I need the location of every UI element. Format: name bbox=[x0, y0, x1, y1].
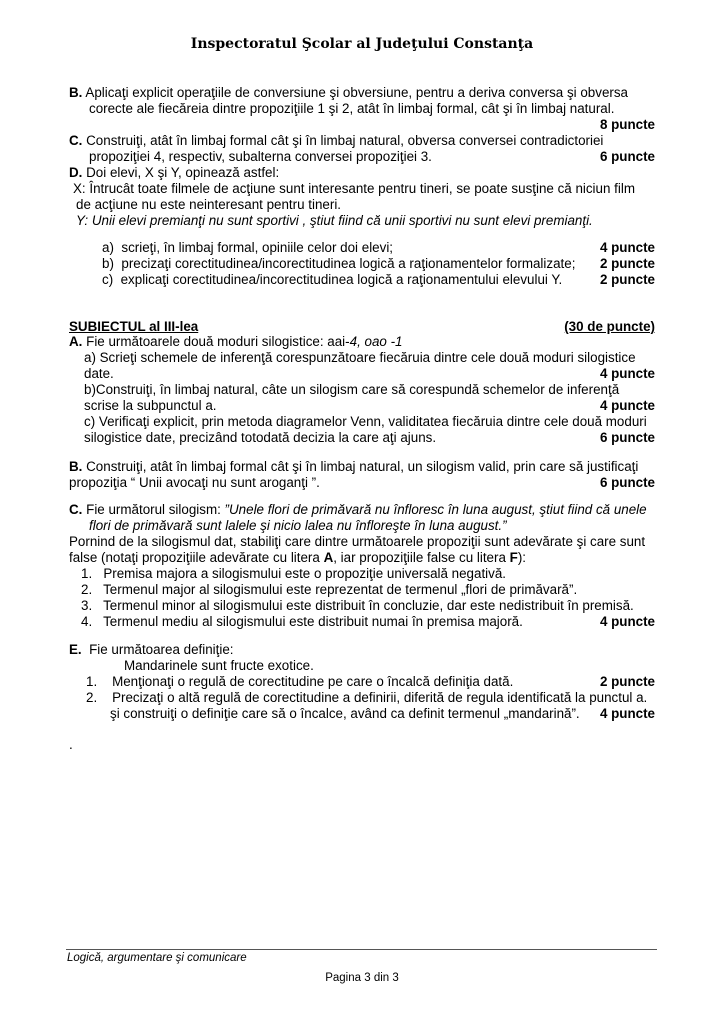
subject-3-points: (30 de puncte) bbox=[564, 319, 655, 334]
syllogistic-mode-1: 4, bbox=[349, 334, 361, 349]
section-b-label: B. bbox=[69, 85, 83, 100]
subject-3-title: SUBIECTUL al III-lea bbox=[69, 319, 199, 334]
section-c3-text-line1: Pornind de la silogismul dat, stabiliţi care dintre următoarele propoziţii sunt adevărate şi care sunt bbox=[69, 534, 646, 549]
section-b3-points: 6 puncte bbox=[599, 475, 655, 490]
list-item: 1. Premisa majora a silogismului este o propoziţie universală negativă. bbox=[81, 566, 507, 581]
section-e-item2-line2: şi construiţi o definiţie care să o încalce, având ca definit termenul „mandarină”. bbox=[110, 706, 580, 721]
section-c3-text-line2a: false (notaţi propoziţiile adevărate cu litera bbox=[69, 550, 324, 565]
section-d-line1: Doi elevi, X şi Y, opinează astfel: bbox=[86, 165, 280, 180]
definition-text: Mandarinele sunt fructe exotice. bbox=[124, 658, 314, 673]
section-e-item2-points: 4 puncte bbox=[599, 706, 655, 721]
task-text: precizaţi corectitudinea/incorectitudinea logică a raţionamentelor formalizate; bbox=[121, 256, 576, 271]
section-e-item1-num: 1. bbox=[86, 674, 98, 689]
task-text: scrieţi, în limbaj formal, opiniile celor doi elevi; bbox=[121, 240, 394, 255]
footer-divider bbox=[66, 949, 657, 950]
task-row bbox=[102, 240, 393, 256]
syllogistic-mode-2: oao -1 bbox=[360, 334, 403, 349]
section-e-item2-num: 2. bbox=[86, 690, 98, 705]
stray-dot: . bbox=[69, 737, 73, 752]
task-mark: a) bbox=[102, 240, 114, 255]
task-text: explicaţi corectitudinea/incorectitudinea logică a raţionamentului elevului Y. bbox=[120, 272, 563, 287]
section-a-item-b-line2: scrise la subpunctul a. bbox=[84, 398, 217, 413]
section-b-points: 8 puncte bbox=[599, 117, 655, 132]
list-item: 2. Termenul major al silogismului este reprezentat de termenul „flori de primăvară”. bbox=[81, 582, 578, 597]
section-e-label: E. bbox=[69, 642, 82, 657]
section-a-item-a-line1: a) Scrieţi schemele de inferenţă corespunzătoare fiecăruia dintre cele două moduri silogistice bbox=[84, 350, 636, 365]
student-x-line1: X: Întrucât toate filmele de acţiune sunt interesante pentru tineri, se poate susţine că niciun film bbox=[73, 181, 635, 196]
section-c-label: C. bbox=[69, 133, 83, 148]
page-number: Pagina 3 din 3 bbox=[325, 972, 399, 984]
section-b-line1: Aplicaţi explicit operaţiile de conversiune şi obversiune, pentru a deriva conversa şi obversa bbox=[85, 85, 628, 100]
section-e-intro: Fie următoarea definiţie: bbox=[89, 642, 234, 657]
task-points: 2 puncte bbox=[599, 256, 655, 271]
section-c3-intro: Fie următorul silogism: bbox=[86, 502, 225, 517]
section-c3-points: 4 puncte bbox=[599, 614, 655, 629]
section-e-item2-line1: Precizaţi o altă regulă de corectitudine a definirii, diferită de regula identificată la punctul a. bbox=[112, 690, 648, 705]
section-a-item-c-line2: silogistice date, precizând totodată decizia la care aţi ajuns. bbox=[84, 430, 437, 445]
section-c3-label: C. bbox=[69, 502, 83, 517]
task-mark: c) bbox=[102, 272, 114, 287]
section-a-label: A. bbox=[69, 334, 83, 349]
section-a-item-a-line2: date. bbox=[84, 366, 114, 381]
section-a-item-c-points: 6 puncte bbox=[599, 430, 655, 445]
task-row bbox=[102, 256, 575, 272]
section-e-item1-text: Menţionaţi o regulă de corectitudine pe care o încalcă definiţia dată. bbox=[112, 674, 514, 689]
student-y-line1: Y: Unii elevi premianţi nu sunt sportivi , ştiut fiind că unii sportivi nu sunt elevi premianţi. bbox=[76, 213, 593, 228]
section-a-item-c-line1: c) Verificaţi explicit, prin metoda diagramelor Venn, validitatea fiecăruia dintre cele două moduri bbox=[84, 414, 647, 429]
section-a-item-a-points: 4 puncte bbox=[599, 366, 655, 381]
section-a-intro: Fie următoarele două moduri silogistice: aai- bbox=[86, 334, 350, 349]
section-c-line2: propoziţiei 4, respectiv, subalterna conversei propoziţiei 3. bbox=[89, 149, 432, 164]
section-c-line1: Construiţi, atât în limbaj formal cât şi în limbaj natural, obversa conversei contradictoriei bbox=[86, 133, 604, 148]
letter-true: A bbox=[323, 550, 334, 565]
section-a-item-b-line1: b)Construiţi, în limbaj natural, câte un silogism care să corespundă schemelor de inferenţă bbox=[84, 382, 620, 397]
letter-false: F bbox=[509, 550, 518, 565]
footer-subject: Logică, argumentare şi comunicare bbox=[67, 952, 247, 964]
section-c-points: 6 puncte bbox=[599, 149, 655, 164]
section-b3-label: B. bbox=[69, 459, 83, 474]
section-b3-line2: propoziţia “ Unii avocaţi nu sunt aroganţi ”. bbox=[69, 475, 320, 490]
section-b3-line1: Construiţi, atât în limbaj formal cât şi în limbaj natural, un silogism valid, prin care să justificaţi bbox=[86, 459, 639, 474]
list-item: 3. Termenul minor al silogismului este distribuit în concluzie, dar este nedistribuit în premisă. bbox=[81, 598, 634, 613]
syllogism-quote-line2: flori de primăvară sunt lalele şi nicio lalea nu înfloreşte în luna august.” bbox=[89, 518, 507, 533]
syllogism-quote-line1: ”Unele flori de primăvară nu înfloresc în luna august, ştiut fiind că unele bbox=[224, 502, 647, 517]
task-row bbox=[102, 272, 562, 288]
section-a-item-b-points: 4 puncte bbox=[599, 398, 655, 413]
section-b-line2: corecte ale fiecăreia dintre propoziţiile 1 şi 2, atât în limbaj formal, cât şi în limbaj natural. bbox=[89, 101, 615, 116]
list-item: 4. Termenul mediu al silogismului este distribuit numai în premisa majoră. bbox=[81, 614, 523, 629]
section-c3-text-line2c: ): bbox=[517, 550, 526, 565]
section-e-item1-points: 2 puncte bbox=[599, 674, 655, 689]
student-x-line2: de acţiune nu este neinteresant pentru tineri. bbox=[76, 197, 342, 212]
task-mark: b) bbox=[102, 256, 114, 271]
page-header-title: Inspectoratul Şcolar al Judeţului Constanţa bbox=[190, 36, 534, 52]
task-points: 2 puncte bbox=[599, 272, 655, 287]
section-c3-text-line2b: , iar propoziţiile false cu litera bbox=[333, 550, 510, 565]
task-points: 4 puncte bbox=[599, 240, 655, 255]
section-d-label: D. bbox=[69, 165, 83, 180]
